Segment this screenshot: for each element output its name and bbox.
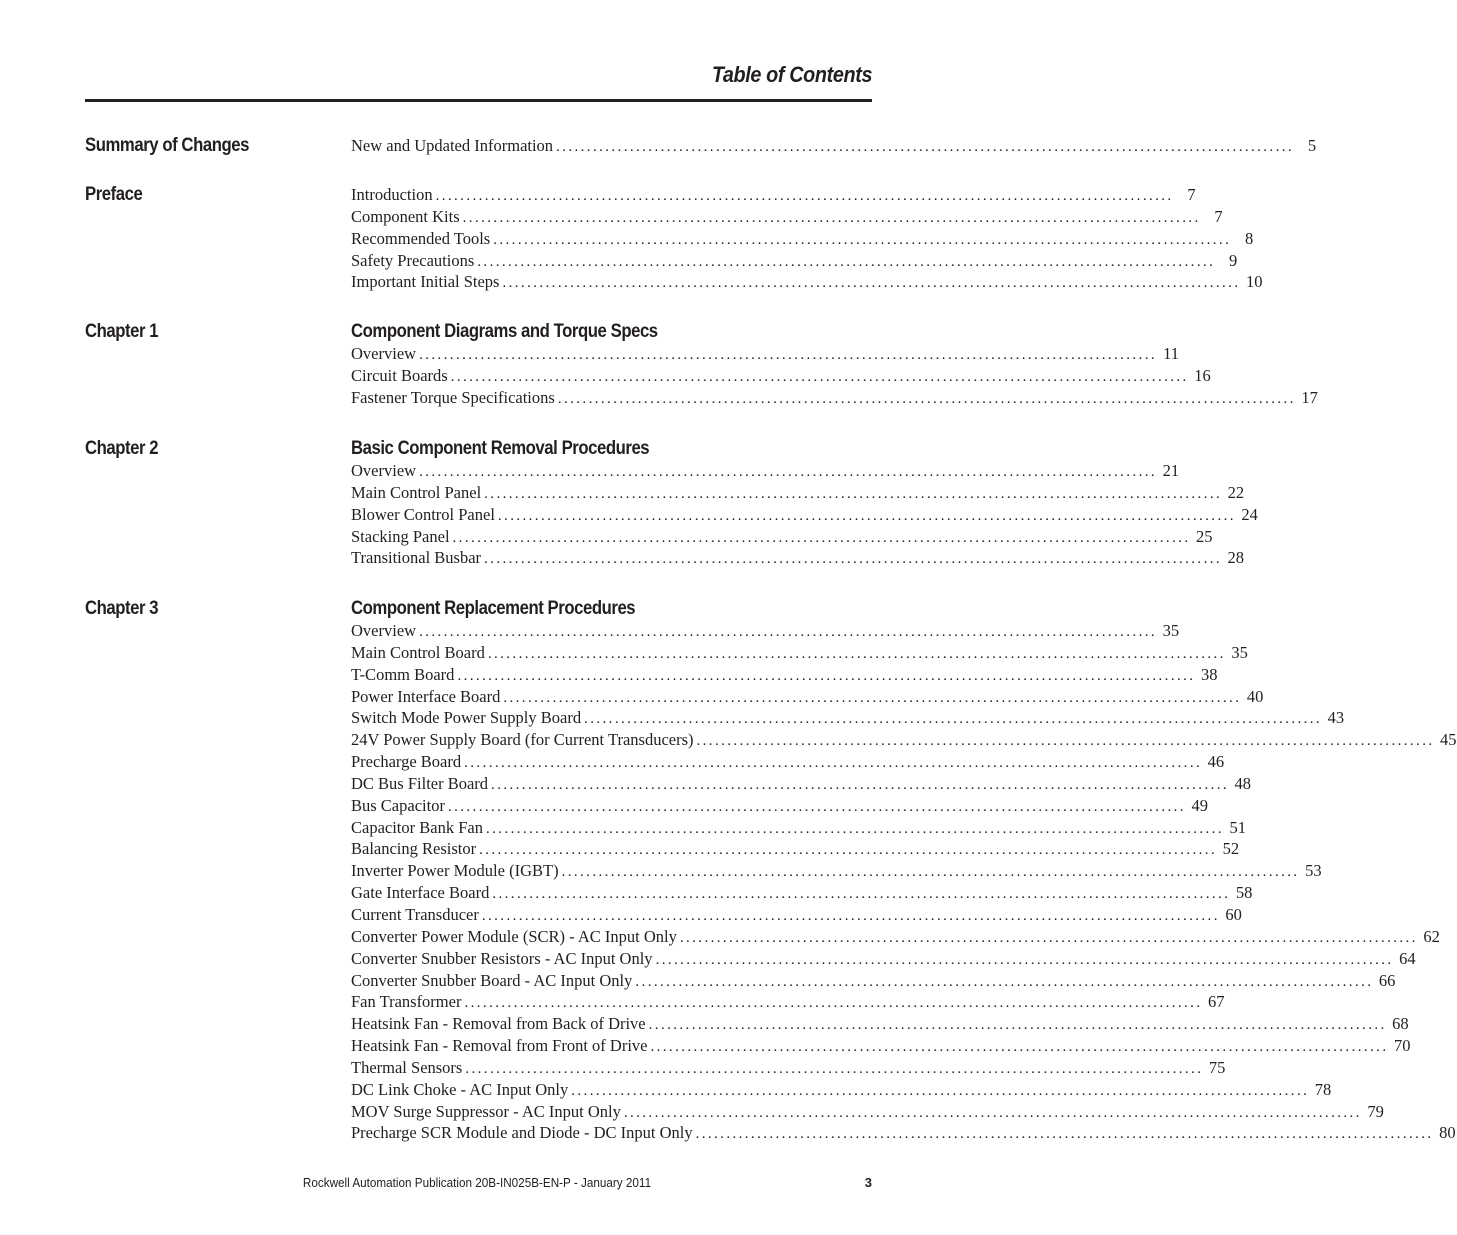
section-heading: Component Diagrams and Torque Specs: [351, 321, 658, 342]
toc-entry[interactable]: [351, 482, 1245, 504]
dot-leader: ........................................................................................................................: [556, 139, 1295, 155]
toc-entry[interactable]: [351, 1035, 1411, 1057]
dot-leader: ........................................................................................................................: [497, 507, 1236, 524]
dot-leader: ........................................................................................................................: [464, 755, 1203, 772]
entry-page-number: 38: [1200, 664, 1218, 684]
toc-entry[interactable]: [351, 620, 1180, 642]
toc-entry[interactable]: [351, 206, 1223, 228]
toc-entry[interactable]: [351, 1079, 1332, 1101]
entry-title: Converter Snubber Resistors - AC Input Only: [351, 948, 653, 968]
entry-page-number: 52: [1222, 839, 1240, 859]
toc-entry[interactable]: [351, 904, 1242, 926]
dot-leader: ........................................................................................................................: [679, 929, 1418, 946]
dot-leader: ........................................................................................................................: [635, 973, 1374, 990]
entry-title: T-Comm Board: [351, 664, 455, 684]
entry-page-number: 53: [1305, 861, 1322, 881]
entry-page-number: 11: [1163, 344, 1180, 363]
entry-title: Blower Control Panel: [351, 504, 495, 524]
dot-leader: ........................................................................................................................: [484, 485, 1223, 502]
entry-title: Transitional Busbar: [351, 548, 482, 568]
entry-title: DC Link Choke - AC Input Only: [351, 1079, 569, 1099]
dot-leader: ........................................................................................................................: [648, 1017, 1387, 1034]
entry-page-number: 62: [1423, 926, 1440, 946]
toc-entry[interactable]: [351, 526, 1213, 548]
entry-page-number: 7: [1187, 185, 1196, 204]
dot-leader: ........................................................................................................................: [571, 1082, 1310, 1099]
section-label: Chapter 1: [85, 321, 159, 342]
entry-page-number: 67: [1207, 992, 1225, 1012]
dot-leader: ........................................................................................................................: [450, 368, 1189, 385]
entry-page-number: 22: [1227, 482, 1245, 502]
entry-page-number: 75: [1208, 1057, 1226, 1077]
toc-entry[interactable]: [351, 387, 1318, 409]
dot-leader: ........................................................................................................................: [655, 951, 1394, 968]
entry-page-number: 7: [1214, 206, 1223, 226]
dot-leader: ........................................................................................................................: [435, 188, 1174, 204]
entry-page-number: 24: [1241, 504, 1258, 524]
dot-leader: ........................................................................................................................: [465, 1060, 1204, 1077]
entry-title: Overview: [351, 344, 417, 363]
dot-leader: ........................................................................................................................: [557, 390, 1296, 407]
entry-title: Main Control Panel: [351, 482, 482, 502]
dot-leader: ........................................................................................................................: [493, 231, 1232, 248]
entry-page-number: 35: [1231, 642, 1248, 662]
entry-title: Important Initial Steps: [351, 272, 500, 292]
section-heading: Basic Component Removal Procedures: [351, 438, 650, 459]
toc-entry[interactable]: [351, 686, 1264, 708]
toc-entry[interactable]: [351, 948, 1416, 970]
toc-entry[interactable]: [351, 664, 1218, 686]
dot-leader: ........................................................................................................................: [584, 711, 1323, 728]
toc-entry[interactable]: [351, 504, 1258, 526]
dot-leader: ........................................................................................................................: [561, 864, 1300, 881]
toc-entry[interactable]: [351, 184, 1196, 206]
entry-title: Fan Transformer: [351, 992, 462, 1012]
toc-entry[interactable]: [351, 365, 1211, 387]
section-label: Preface: [85, 184, 143, 205]
dot-leader: ........................................................................................................................: [419, 624, 1158, 640]
toc-entry[interactable]: [351, 773, 1252, 795]
toc-entry[interactable]: [351, 547, 1245, 569]
toc-entry[interactable]: [351, 882, 1253, 904]
toc-entry[interactable]: [351, 838, 1240, 860]
toc-entry[interactable]: [351, 991, 1225, 1013]
entry-page-number: 60: [1225, 904, 1242, 924]
toc-entry[interactable]: [351, 860, 1322, 882]
entry-title: Inverter Power Module (IGBT): [351, 861, 559, 881]
section-label: Summary of Changes: [85, 135, 249, 156]
entry-page-number: 16: [1194, 365, 1211, 385]
dot-leader: ........................................................................................................................: [457, 667, 1196, 684]
dot-leader: ........................................................................................................................: [452, 529, 1191, 546]
dot-leader: ........................................................................................................................: [695, 1126, 1434, 1143]
entry-page-number: 43: [1327, 708, 1345, 728]
dot-leader: ........................................................................................................................: [447, 798, 1186, 815]
toc-entry[interactable]: [351, 707, 1345, 729]
toc-entry[interactable]: [351, 135, 1317, 157]
entry-title: Converter Power Module (SCR) - AC Input Only: [351, 926, 677, 946]
entry-page-number: 25: [1196, 526, 1213, 546]
entry-title: MOV Surge Suppressor - AC Input Only: [351, 1101, 621, 1121]
entry-title: Precharge SCR Module and Diode - DC Input Only: [351, 1123, 693, 1143]
entry-title: Power Interface Board: [351, 686, 501, 706]
entry-page-number: 48: [1234, 773, 1252, 793]
entry-page-number: 45: [1440, 730, 1457, 750]
dot-leader: ........................................................................................................................: [503, 689, 1242, 706]
entry-title: Overview: [351, 621, 417, 640]
toc-entry[interactable]: [351, 271, 1263, 293]
toc-entry[interactable]: [351, 817, 1246, 839]
entry-title: Fastener Torque Specifications: [351, 387, 555, 407]
entry-page-number: 49: [1191, 795, 1208, 815]
entry-title: Overview: [351, 461, 417, 480]
entry-page-number: 78: [1314, 1079, 1332, 1099]
entry-page-number: 46: [1207, 752, 1225, 772]
entry-list: [351, 135, 1317, 157]
entry-title: Thermal Sensors: [351, 1057, 463, 1077]
entry-list: [351, 460, 1258, 569]
entry-title: Bus Capacitor: [351, 795, 445, 815]
section-heading: Component Replacement Procedures: [351, 598, 636, 619]
entry-title: Switch Mode Power Supply Board: [351, 708, 582, 728]
entry-title: Stacking Panel: [351, 526, 450, 546]
entry-page-number: 35: [1162, 621, 1180, 640]
entry-page-number: 68: [1392, 1014, 1409, 1034]
dot-leader: ........................................................................................................................: [481, 907, 1220, 924]
entry-page-number: 10: [1245, 272, 1263, 292]
toc-entry[interactable]: [351, 228, 1254, 250]
entry-page-number: 80: [1439, 1123, 1456, 1143]
dot-leader: ........................................................................................................................: [477, 253, 1216, 270]
entry-page-number: 21: [1162, 461, 1180, 480]
entry-page-number: 58: [1235, 883, 1253, 903]
section-label: Chapter 2: [85, 438, 159, 459]
entry-page-number: 5: [1307, 136, 1317, 155]
entry-page-number: 9: [1229, 250, 1238, 270]
toc-entry[interactable]: [351, 1013, 1409, 1035]
dot-leader: ........................................................................................................................: [485, 820, 1224, 837]
dot-leader: ........................................................................................................................: [696, 733, 1435, 750]
entry-page-number: 40: [1246, 686, 1264, 706]
entry-title: 24V Power Supply Board (for Current Transducers): [351, 730, 694, 750]
entry-page-number: 51: [1229, 817, 1246, 837]
toc-entry[interactable]: [351, 926, 1440, 948]
dot-leader: ........................................................................................................................: [650, 1039, 1389, 1056]
dot-leader: ........................................................................................................................: [419, 347, 1158, 363]
dot-leader: ........................................................................................................................: [487, 645, 1226, 662]
dot-leader: ........................................................................................................................: [502, 275, 1241, 292]
entry-title: Circuit Boards: [351, 365, 448, 385]
entry-title: Balancing Resistor: [351, 839, 477, 859]
entry-page-number: 17: [1301, 387, 1318, 407]
entry-title: Precharge Board: [351, 752, 462, 772]
entry-page-number: 64: [1399, 948, 1416, 968]
dot-leader: ........................................................................................................................: [492, 886, 1231, 903]
entry-title: Capacitor Bank Fan: [351, 817, 483, 837]
toc-entry[interactable]: [351, 1101, 1384, 1123]
toc-entry[interactable]: [351, 970, 1396, 992]
entry-page-number: 70: [1393, 1036, 1411, 1056]
entry-title: Introduction: [351, 185, 433, 204]
entry-page-number: 8: [1244, 228, 1254, 248]
toc-entry[interactable]: [351, 460, 1180, 482]
entry-title: Component Kits: [351, 206, 460, 226]
page-title: Table of Contents: [711, 62, 872, 87]
toc-entry[interactable]: [351, 1122, 1456, 1144]
toc-entry[interactable]: [351, 250, 1238, 272]
entry-page-number: 28: [1227, 548, 1245, 568]
toc-entry[interactable]: [351, 343, 1180, 365]
entry-page-number: 66: [1378, 970, 1396, 990]
entry-title: Heatsink Fan - Removal from Back of Drive: [351, 1014, 646, 1034]
footer-page-number: 3: [864, 1175, 872, 1190]
dot-leader: ........................................................................................................................: [462, 209, 1201, 226]
toc-entry[interactable]: [351, 751, 1225, 773]
dot-leader: ........................................................................................................................: [419, 464, 1158, 480]
entry-list: [351, 343, 1318, 409]
entry-title: Converter Snubber Board - AC Input Only: [351, 970, 633, 990]
toc-entry[interactable]: [351, 642, 1248, 664]
dot-leader: ........................................................................................................................: [464, 995, 1203, 1012]
entry-title: Main Control Board: [351, 642, 485, 662]
entry-list: [351, 620, 1457, 1144]
footer-publication: Rockwell Automation Publication 20B-IN025B-EN-P - January 2011: [302, 1175, 652, 1190]
dot-leader: ........................................................................................................................: [491, 776, 1230, 793]
entry-title: Heatsink Fan - Removal from Front of Drive: [351, 1036, 648, 1056]
section-label: Chapter 3: [85, 598, 159, 619]
entry-list: [351, 184, 1263, 293]
dot-leader: ........................................................................................................................: [623, 1104, 1362, 1121]
entry-title: Gate Interface Board: [351, 883, 490, 903]
entry-title: DC Bus Filter Board: [351, 773, 489, 793]
dot-leader: ........................................................................................................................: [479, 842, 1218, 859]
entry-title: Safety Precautions: [351, 250, 475, 270]
entry-title: Recommended Tools: [351, 228, 491, 248]
entry-title: New and Updated Information: [351, 136, 554, 155]
toc-entry[interactable]: [351, 1057, 1226, 1079]
entry-title: Current Transducer: [351, 904, 479, 924]
dot-leader: ........................................................................................................................: [484, 551, 1223, 568]
entry-page-number: 79: [1367, 1101, 1384, 1121]
toc-entry[interactable]: [351, 729, 1457, 751]
toc-entry[interactable]: [351, 795, 1208, 817]
